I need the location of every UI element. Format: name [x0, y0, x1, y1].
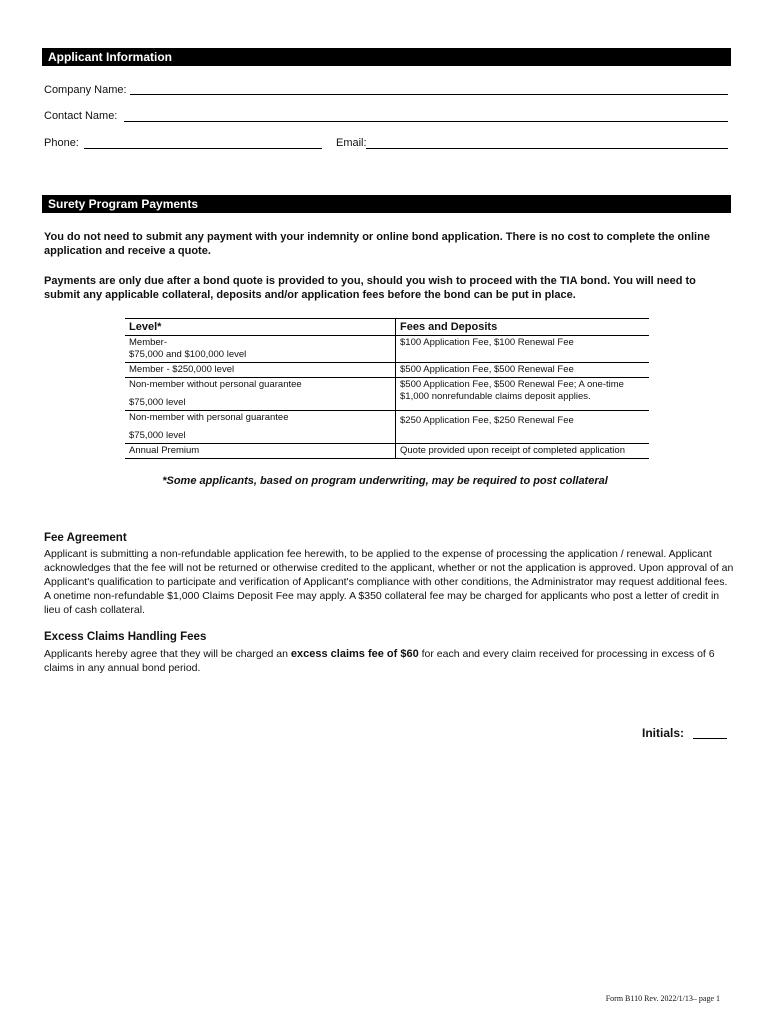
- fee-agreement-heading: Fee Agreement: [44, 532, 127, 544]
- fees-table: [125, 318, 649, 459]
- payment-due-paragraph: Payments are only due after a bond quote is provided to you, should you wish to proceed with the TIA bond. You will need to submit any applicable collateral, deposits and/or application fees before the bond can be put in place.: [44, 275, 696, 301]
- initials-label: Initials:: [642, 726, 685, 740]
- company-name-field[interactable]: [130, 94, 728, 95]
- email-label: Email:: [336, 137, 367, 149]
- excess-text-before: Applicants hereby agree that they will be charged an: [44, 648, 291, 660]
- level-text: Member - $250,000 level: [125, 363, 396, 378]
- level-text: Member-: [129, 337, 168, 348]
- fee-text: $250 Application Fee, $250 Renewal Fee: [396, 411, 650, 444]
- table-row: [125, 378, 649, 411]
- level-detail: $75,000 level: [129, 397, 186, 408]
- surety-program-header: Surety Program Payments: [42, 195, 731, 213]
- level-detail: $75,000 level: [129, 430, 186, 441]
- excess-text-after: for each and every claim received for processing in excess of 6 claims in any annual bond period.: [44, 648, 715, 674]
- fee-text: $100 Application Fee, $100 Renewal Fee: [396, 336, 650, 363]
- collateral-note: *Some applicants, based on program underwriting, may be required to post collateral: [162, 475, 608, 487]
- contact-name-field[interactable]: [124, 121, 728, 122]
- form-footer: Form B110 Rev. 2022/1/13– page 1: [605, 994, 720, 1003]
- email-field[interactable]: [366, 148, 728, 149]
- excess-fee-amount: excess claims fee of $60: [290, 648, 419, 660]
- level-detail: $75,000 and $100,000 level: [129, 349, 247, 360]
- initials-field[interactable]: [693, 738, 727, 739]
- table-row: [125, 411, 649, 444]
- excess-claims-heading: Excess Claims Handling Fees: [44, 631, 207, 643]
- no-payment-paragraph: You do not need to submit any payment with your indemnity or online bond application. There is no cost to complete the online application and receive a quote.: [44, 231, 710, 257]
- level-text: Non-member without personal guarantee: [129, 379, 302, 390]
- fee-agreement-text: Applicant is submitting a non-refundable application fee herewith, to be applied to the expense of processing the application / renewal. Applicant acknowledges that the fee will not be returned or otherwise credited to the applicant, whether or not the application is approved. Upon approval of an Applicant's qualification to participate and verification of Applicant's compliance with other conditions, the Administrator may request additional fees. A onetime non-refundable $1,000 Claims Deposit Fee may apply. A $350 collateral fee may be charged for applicants who post a letter of credit in lieu of cash collateral.: [44, 548, 734, 616]
- fee-text: $500 Application Fee, $500 Renewal Fee: [396, 363, 650, 378]
- contact-name-label: Contact Name:: [44, 110, 118, 122]
- level-text: Annual Premium: [125, 444, 396, 459]
- level-column-header: Level*: [125, 319, 396, 336]
- phone-label: Phone:: [44, 137, 79, 149]
- level-text: Non-member with personal guarantee: [129, 412, 289, 423]
- company-name-label: Company Name:: [44, 84, 127, 96]
- fee-text: Quote provided upon receipt of completed application: [396, 444, 650, 459]
- table-row: [125, 336, 649, 363]
- fees-column-header: Fees and Deposits: [396, 319, 650, 336]
- phone-field[interactable]: [84, 148, 322, 149]
- excess-claims-text: [44, 647, 724, 675]
- table-row: [125, 444, 649, 459]
- applicant-information-header: Applicant Information: [42, 48, 731, 66]
- table-row: [125, 363, 649, 378]
- fee-text: $500 Application Fee, $500 Renewal Fee; A one-time $1,000 nonrefundable claims deposit applies.: [396, 378, 650, 411]
